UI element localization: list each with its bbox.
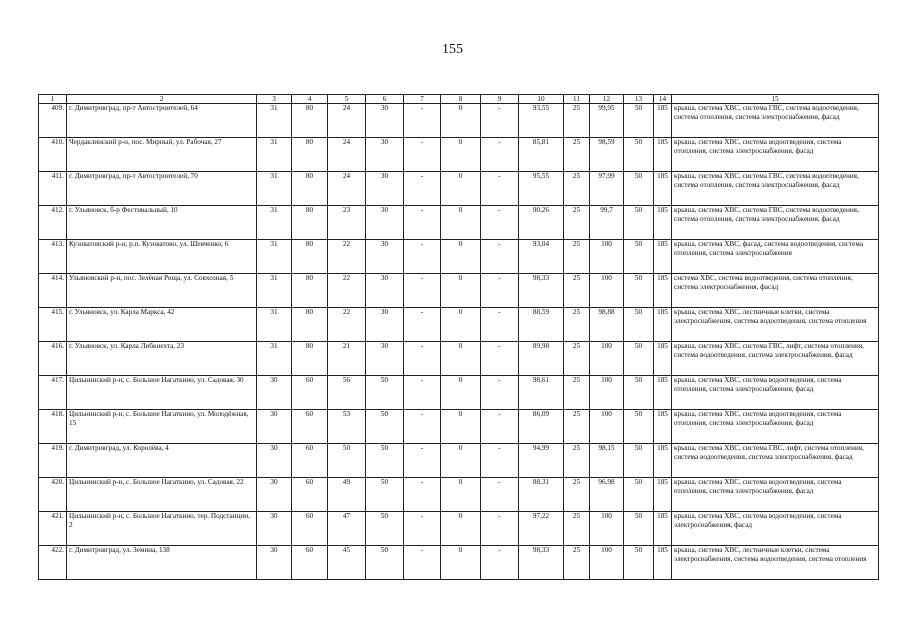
value-cell: 50 <box>366 478 404 512</box>
value-cell: 95,55 <box>519 172 564 206</box>
value-cell: 100 <box>590 342 624 376</box>
value-cell: 22 <box>328 240 366 274</box>
value-cell: 185 <box>654 444 672 478</box>
value-cell: 0 <box>441 240 481 274</box>
value-cell: 25 <box>564 410 590 444</box>
value-cell: 88,59 <box>519 308 564 342</box>
value-cell: 86,09 <box>519 410 564 444</box>
value-cell: 185 <box>654 240 672 274</box>
value-cell: 45 <box>328 546 366 580</box>
value-cell: 30 <box>366 104 404 138</box>
value-cell: 0 <box>441 138 481 172</box>
works-cell: крыша, система ХВС, система ГВС, система водоотведения, система отопления, система электроснабжения, фасад <box>672 172 879 206</box>
address-cell: Цильнинский р-н, с. Большое Нагаткино, ул. Садовая, 22 <box>67 478 257 512</box>
value-cell: 30 <box>257 444 292 478</box>
value-cell: 50 <box>366 444 404 478</box>
value-cell: 50 <box>328 444 366 478</box>
column-header: 4 <box>292 95 328 104</box>
table-row <box>39 308 879 342</box>
table-row <box>39 444 879 478</box>
works-cell: крыша, система ХВС, система водоотведения, система отопления, система электроснабжения, фасад <box>672 376 879 410</box>
value-cell: 80 <box>292 138 328 172</box>
works-cell: крыша, система ХВС, система ГВС, система водоотведения, система отопления, система электроснабжения, фасад <box>672 104 879 138</box>
value-cell: 185 <box>654 478 672 512</box>
value-cell: 50 <box>624 546 654 580</box>
value-cell: 50 <box>624 240 654 274</box>
value-cell: 90,26 <box>519 206 564 240</box>
value-cell: 31 <box>257 342 292 376</box>
column-header: 12 <box>590 95 624 104</box>
value-cell: 0 <box>441 444 481 478</box>
value-cell: - <box>481 342 519 376</box>
value-cell: 31 <box>257 206 292 240</box>
data-table <box>38 94 879 580</box>
value-cell: 24 <box>328 172 366 206</box>
value-cell: 30 <box>257 478 292 512</box>
value-cell: 25 <box>564 274 590 308</box>
value-cell: 30 <box>366 172 404 206</box>
value-cell: 100 <box>590 410 624 444</box>
value-cell: 50 <box>624 274 654 308</box>
value-cell: 0 <box>441 512 481 546</box>
value-cell: 60 <box>292 512 328 546</box>
value-cell: - <box>404 376 441 410</box>
value-cell: 98,33 <box>519 274 564 308</box>
value-cell: 50 <box>624 138 654 172</box>
column-header: 11 <box>564 95 590 104</box>
value-cell: 0 <box>441 172 481 206</box>
column-header: 2 <box>67 95 257 104</box>
row-number: 414. <box>39 274 67 308</box>
value-cell: 0 <box>441 104 481 138</box>
value-cell: 60 <box>292 444 328 478</box>
value-cell: 21 <box>328 342 366 376</box>
value-cell: 24 <box>328 138 366 172</box>
value-cell: 56 <box>328 376 366 410</box>
value-cell: 60 <box>292 478 328 512</box>
value-cell: - <box>404 342 441 376</box>
value-cell: 94,99 <box>519 444 564 478</box>
value-cell: 30 <box>366 206 404 240</box>
column-header: 3 <box>257 95 292 104</box>
works-cell: крыша, система ХВС, система водоотведения, система отопления, система электроснабжения, фасад <box>672 138 879 172</box>
value-cell: 30 <box>366 342 404 376</box>
value-cell: 0 <box>441 308 481 342</box>
column-header: 15 <box>672 95 879 104</box>
works-cell: крыша, система ХВС, лестничные клетки, система электроснабжения, система водоотведения, система отопления <box>672 308 879 342</box>
value-cell: 85,81 <box>519 138 564 172</box>
value-cell: - <box>481 206 519 240</box>
works-cell: крыша, система ХВС, лестничные клетки, система электроснабжения, система водоотведения, система отопления <box>672 546 879 580</box>
value-cell: 50 <box>624 206 654 240</box>
value-cell: - <box>404 240 441 274</box>
value-cell: 30 <box>257 512 292 546</box>
value-cell: - <box>481 274 519 308</box>
address-cell: г. Ульяновск, б-р Фестивальный, 10 <box>67 206 257 240</box>
column-header: 7 <box>404 95 441 104</box>
value-cell: 31 <box>257 274 292 308</box>
value-cell: 96,98 <box>590 478 624 512</box>
value-cell: 0 <box>441 206 481 240</box>
table-row <box>39 376 879 410</box>
value-cell: 25 <box>564 308 590 342</box>
value-cell: 50 <box>366 410 404 444</box>
works-cell: крыша, система ХВС, система водоотведения, система отопления, система электроснабжения, фасад <box>672 410 879 444</box>
value-cell: - <box>404 104 441 138</box>
header-row <box>39 95 879 104</box>
value-cell: - <box>404 512 441 546</box>
value-cell: - <box>404 308 441 342</box>
value-cell: 60 <box>292 410 328 444</box>
value-cell: 98,88 <box>590 308 624 342</box>
page-number: 155 <box>442 42 463 57</box>
value-cell: - <box>481 172 519 206</box>
value-cell: - <box>481 546 519 580</box>
value-cell: 25 <box>564 172 590 206</box>
value-cell: 99,95 <box>590 104 624 138</box>
value-cell: 100 <box>590 274 624 308</box>
value-cell: 50 <box>624 376 654 410</box>
value-cell: 100 <box>590 240 624 274</box>
value-cell: 97,22 <box>519 512 564 546</box>
works-cell: крыша, система ХВС, система водоотведения, система отопления, система электроснабжения, фасад <box>672 478 879 512</box>
value-cell: - <box>481 308 519 342</box>
address-cell: г. Димитровград, ул. Королёва, 4 <box>67 444 257 478</box>
value-cell: 25 <box>564 240 590 274</box>
value-cell: 30 <box>257 376 292 410</box>
row-number: 418. <box>39 410 67 444</box>
value-cell: - <box>481 410 519 444</box>
value-cell: 30 <box>366 308 404 342</box>
table-row <box>39 512 879 546</box>
table-row <box>39 478 879 512</box>
value-cell: - <box>404 274 441 308</box>
value-cell: 25 <box>564 342 590 376</box>
table-row <box>39 342 879 376</box>
table-row <box>39 172 879 206</box>
row-number: 415. <box>39 308 67 342</box>
value-cell: 50 <box>624 172 654 206</box>
value-cell: 100 <box>590 546 624 580</box>
value-cell: 31 <box>257 172 292 206</box>
value-cell: - <box>481 138 519 172</box>
value-cell: 0 <box>441 410 481 444</box>
value-cell: - <box>404 206 441 240</box>
value-cell: 25 <box>564 138 590 172</box>
value-cell: 30 <box>366 240 404 274</box>
value-cell: 80 <box>292 274 328 308</box>
value-cell: 185 <box>654 308 672 342</box>
value-cell: 0 <box>441 376 481 410</box>
column-header: 6 <box>366 95 404 104</box>
value-cell: 80 <box>292 172 328 206</box>
value-cell: 0 <box>441 546 481 580</box>
address-cell: г. Ульяновск, ул. Карла Маркса, 42 <box>67 308 257 342</box>
value-cell: - <box>404 410 441 444</box>
table-row <box>39 410 879 444</box>
value-cell: - <box>404 138 441 172</box>
value-cell: - <box>481 104 519 138</box>
column-header: 10 <box>519 95 564 104</box>
value-cell: 50 <box>366 512 404 546</box>
address-cell: Ульяновский р-н, пос. Зелёная Роща, ул. Совхозная, 5 <box>67 274 257 308</box>
value-cell: - <box>481 376 519 410</box>
value-cell: 50 <box>624 342 654 376</box>
address-cell: Кузоватовский р-н, р.п. Кузоватово, ул. Шевченко, 6 <box>67 240 257 274</box>
value-cell: 25 <box>564 546 590 580</box>
value-cell: - <box>404 172 441 206</box>
value-cell: 50 <box>624 410 654 444</box>
address-cell: Цильнинский р-н, с. Большое Нагаткино, тер. Подстанции, 2 <box>67 512 257 546</box>
value-cell: 50 <box>624 478 654 512</box>
column-header: 1 <box>39 95 67 104</box>
column-header: 5 <box>328 95 366 104</box>
address-cell: г. Димитровград, пр-т Автостроителей, 70 <box>67 172 257 206</box>
value-cell: - <box>481 512 519 546</box>
column-header: 9 <box>481 95 519 104</box>
value-cell: 0 <box>441 478 481 512</box>
value-cell: 25 <box>564 512 590 546</box>
value-cell: 185 <box>654 376 672 410</box>
value-cell: 31 <box>257 138 292 172</box>
address-cell: г. Димитровград, ул. Земина, 138 <box>67 546 257 580</box>
value-cell: - <box>481 478 519 512</box>
value-cell: 30 <box>257 546 292 580</box>
value-cell: 185 <box>654 138 672 172</box>
value-cell: 93,04 <box>519 240 564 274</box>
row-number: 422. <box>39 546 67 580</box>
value-cell: - <box>404 546 441 580</box>
value-cell: 22 <box>328 308 366 342</box>
value-cell: 50 <box>366 376 404 410</box>
value-cell: 80 <box>292 308 328 342</box>
value-cell: 88,31 <box>519 478 564 512</box>
value-cell: 50 <box>624 308 654 342</box>
row-number: 413. <box>39 240 67 274</box>
value-cell: 0 <box>441 342 481 376</box>
value-cell: - <box>404 478 441 512</box>
column-header: 8 <box>441 95 481 104</box>
value-cell: 23 <box>328 206 366 240</box>
row-number: 409. <box>39 104 67 138</box>
value-cell: 25 <box>564 376 590 410</box>
value-cell: 89,98 <box>519 342 564 376</box>
works-cell: крыша, система ХВС, фасад, система водоотведения, система отопления, система электроснабжения <box>672 240 879 274</box>
value-cell: 0 <box>441 274 481 308</box>
value-cell: 30 <box>366 138 404 172</box>
row-number: 420. <box>39 478 67 512</box>
value-cell: 98,33 <box>519 546 564 580</box>
row-number: 416. <box>39 342 67 376</box>
value-cell: 50 <box>366 546 404 580</box>
address-cell: Цильнинский р-н, с. Большое Нагаткино, ул. Молодёжная, 15 <box>67 410 257 444</box>
column-header: 13 <box>624 95 654 104</box>
table-row <box>39 546 879 580</box>
value-cell: 30 <box>257 410 292 444</box>
column-header: 14 <box>654 95 672 104</box>
value-cell: 50 <box>624 104 654 138</box>
value-cell: 24 <box>328 104 366 138</box>
value-cell: 97,99 <box>590 172 624 206</box>
value-cell: 185 <box>654 104 672 138</box>
value-cell: 80 <box>292 342 328 376</box>
value-cell: 185 <box>654 206 672 240</box>
value-cell: 22 <box>328 274 366 308</box>
row-number: 412. <box>39 206 67 240</box>
value-cell: 49 <box>328 478 366 512</box>
value-cell: - <box>404 444 441 478</box>
works-cell: крыша, система ХВС, система ГВС, лифт, система отопления, система водоотведения, система электроснабжения, фасад <box>672 444 879 478</box>
value-cell: 25 <box>564 206 590 240</box>
table-row <box>39 104 879 138</box>
table-row <box>39 206 879 240</box>
value-cell: 99,7 <box>590 206 624 240</box>
row-number: 410. <box>39 138 67 172</box>
value-cell: 31 <box>257 308 292 342</box>
row-number: 419. <box>39 444 67 478</box>
value-cell: - <box>481 444 519 478</box>
value-cell: 60 <box>292 376 328 410</box>
row-number: 417. <box>39 376 67 410</box>
value-cell: 30 <box>366 274 404 308</box>
value-cell: 47 <box>328 512 366 546</box>
table-row <box>39 240 879 274</box>
value-cell: 93,55 <box>519 104 564 138</box>
value-cell: 80 <box>292 206 328 240</box>
value-cell: 100 <box>590 376 624 410</box>
value-cell: 185 <box>654 410 672 444</box>
value-cell: 185 <box>654 172 672 206</box>
table-row <box>39 138 879 172</box>
row-number: 421. <box>39 512 67 546</box>
value-cell: 98,15 <box>590 444 624 478</box>
row-number: 411. <box>39 172 67 206</box>
value-cell: 185 <box>654 342 672 376</box>
address-cell: г. Димитровград, пр-т Автостроителей, 64 <box>67 104 257 138</box>
value-cell: 100 <box>590 512 624 546</box>
value-cell: 60 <box>292 546 328 580</box>
value-cell: 185 <box>654 512 672 546</box>
value-cell: 53 <box>328 410 366 444</box>
works-cell: крыша, система ХВС, система ГВС, система водоотведения, система отопления, система электроснабжения, фасад <box>672 206 879 240</box>
value-cell: 31 <box>257 240 292 274</box>
address-cell: Чердаклинский р-н, пос. Мирный, ул. Рабочая, 27 <box>67 138 257 172</box>
value-cell: 31 <box>257 104 292 138</box>
address-cell: Цильнинский р-н, с. Большое Нагаткино, ул. Садовая, 30 <box>67 376 257 410</box>
value-cell: 80 <box>292 104 328 138</box>
value-cell: 50 <box>624 512 654 546</box>
value-cell: - <box>481 240 519 274</box>
table-row <box>39 274 879 308</box>
value-cell: 25 <box>564 478 590 512</box>
value-cell: 80 <box>292 240 328 274</box>
works-cell: крыша, система ХВС, система ГВС, лифт, система отопления, система водоотведения, система электроснабжения, фасад <box>672 342 879 376</box>
works-cell: система ХВС, система водоотведения, система отопления, система электроснабжения, фасад <box>672 274 879 308</box>
works-cell: крыша, система ХВС, система водоотведения, система электроснабжения, фасад <box>672 512 879 546</box>
value-cell: 98,61 <box>519 376 564 410</box>
value-cell: 50 <box>624 444 654 478</box>
value-cell: 98,59 <box>590 138 624 172</box>
address-cell: г. Ульяновск, ул. Карла Либкнехта, 23 <box>67 342 257 376</box>
value-cell: 25 <box>564 104 590 138</box>
value-cell: 185 <box>654 274 672 308</box>
value-cell: 25 <box>564 444 590 478</box>
value-cell: 185 <box>654 546 672 580</box>
